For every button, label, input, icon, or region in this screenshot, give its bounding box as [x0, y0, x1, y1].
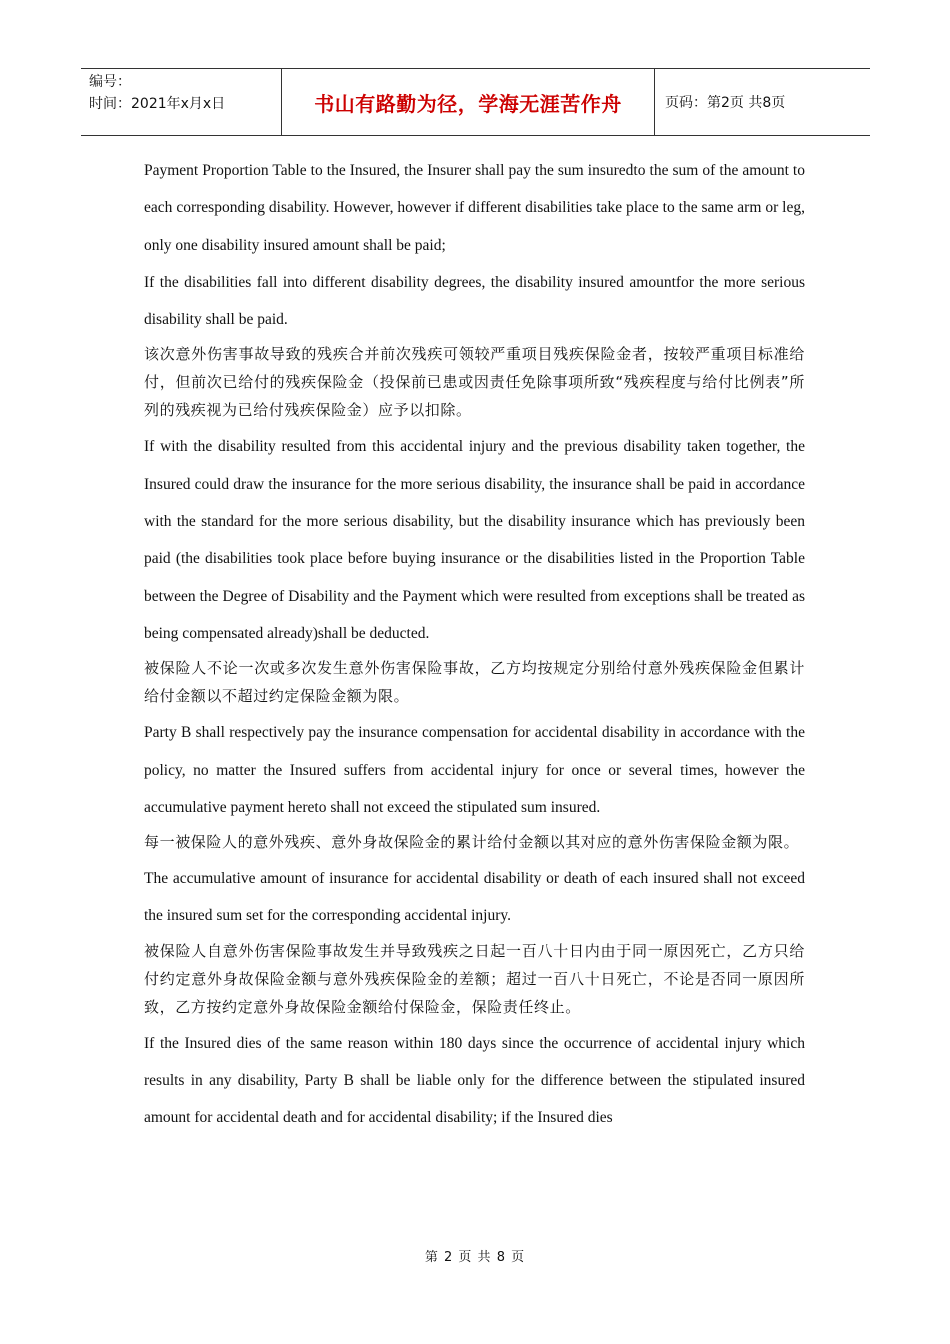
paragraph-en: Party B shall respectively pay the insurance compensation for accidental disability in accordance with the policy, no matter the Insured suffers from accidental injury for once or several times, however the accumulative payment hereto shall not exceed the stipulated sum insured.: [144, 724, 805, 816]
paragraph-en: Payment Proportion Table to the Insured, the Insurer shall pay the sum insuredto the sum of the amount to each corresponding disability. However, however if different disabilities take place to the same arm or leg, only one disability insured amount shall be paid;: [144, 162, 805, 254]
paragraph-zh: 该次意外伤害事故导致的残疾合并前次残疾可领较严重项目残疾保险金者，按较严重项目标准给付，但前次已给付的残疾保险金（投保前已患或因责任免除事项所致“残疾程度与给付比例表”所列的残疾视为已给付残疾保险金）应予以扣除。: [144, 345, 805, 420]
header-meta: [81, 69, 281, 135]
paragraph-en: If the disabilities fall into different disability degrees, the disability insured amountfor the more serious disability shall be paid.: [144, 273, 805, 329]
number-label: 编号：: [89, 74, 131, 90]
paragraph-en: If the Insured dies of the same reason within 180 days since the occurrence of accidental injury which results in any disability, Party B shall be liable only for the difference between the stipulated insured amount for accidental death and for accidental disability; if the Insured dies: [144, 1034, 805, 1127]
time-label: 时间：2021年x月x日: [89, 96, 226, 112]
paragraph-en: The accumulative amount of insurance for accidental disability or death of each insured shall not exceed the insured sum set for the corresponding accidental injury.: [144, 870, 805, 925]
header-page-info: 页码：第2页 共8页: [665, 95, 786, 111]
header-motto: 书山有路勤为径，学海无涯苦作舟: [281, 69, 655, 135]
paragraph-zh: 被保险人自意外伤害保险事故发生并导致残疾之日起一百八十日内由于同一原因死亡，乙方只给付约定意外身故保险金额与意外残疾保险金的差额；超过一百八十日死亡，不论是否同一原因所致，乙方按约定意外身故保险金额给付保险金，保险责任终止。: [144, 941, 805, 1016]
paragraph-en: If with the disability resulted from this accidental injury and the previous disability taken together, the Insured could draw the insurance for the more serious disability, the insurance shall be paid in accordance with the standard for the more serious disability, but the disability insurance which has previously been paid (the disabilities took place before buying insurance or the disabilities listed in the Proportion Table between the Degree of Disability and the Payment which were resulted from exceptions shall be treated as being compensated already)shall be deducted.: [144, 438, 805, 642]
document-body: [144, 152, 805, 1137]
page-footer: 第 2 页 共 8 页: [424, 1250, 526, 1265]
paragraph-zh: 每一被保险人的意外残疾、意外身故保险金的累计给付金额以其对应的意外伤害保险金额为限。: [144, 833, 800, 852]
page-header: [81, 68, 870, 136]
paragraph-zh: 被保险人不论一次或多次发生意外伤害保险事故，乙方均按规定分别给付意外残疾保险金但累计给付金额以不超过约定保险金额为限。: [144, 659, 805, 706]
